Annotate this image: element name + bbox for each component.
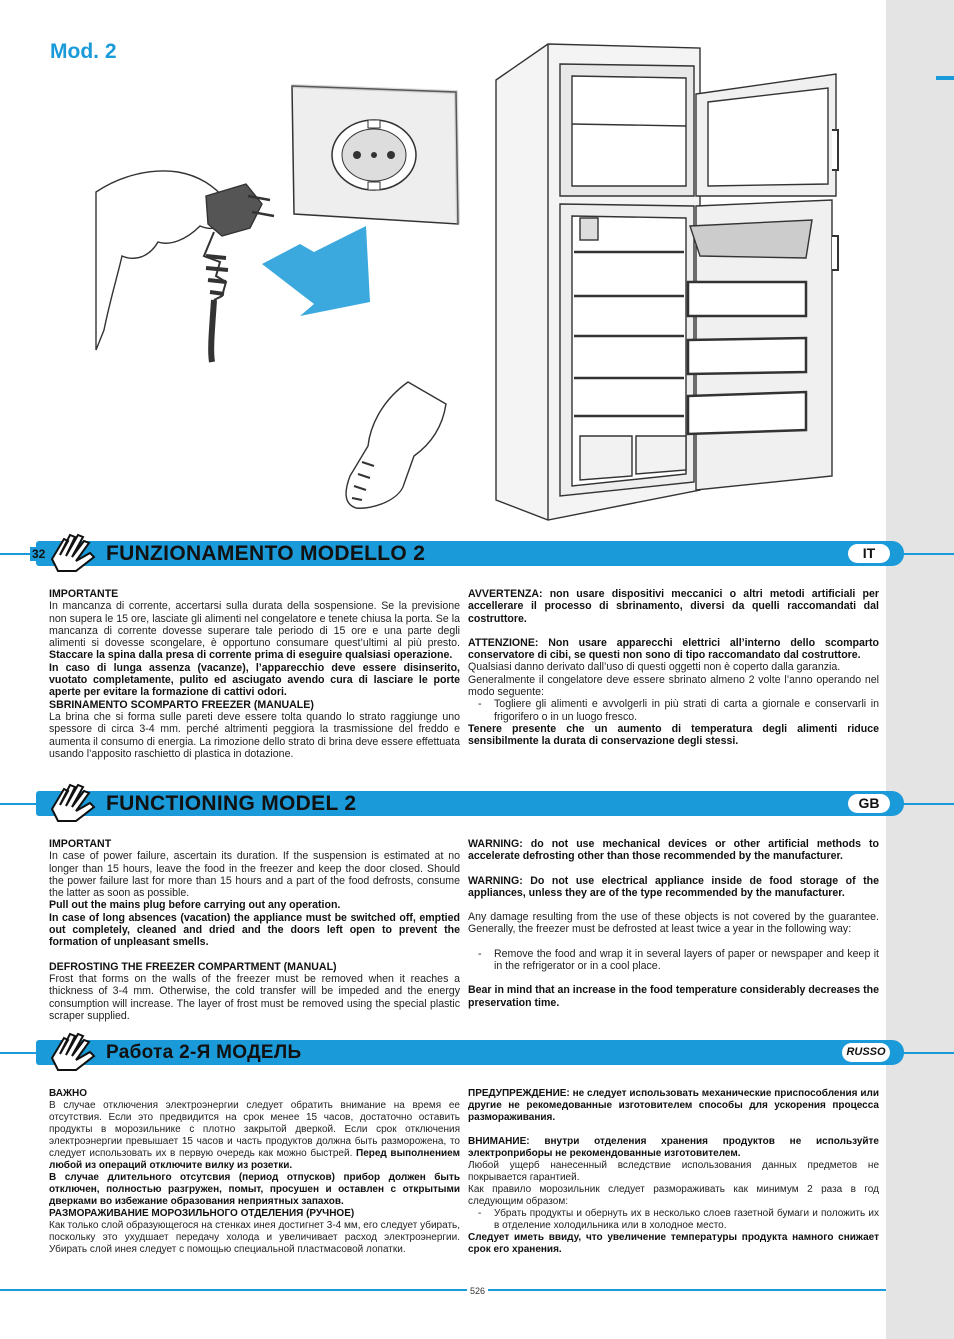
right-margin-band — [886, 0, 954, 1339]
hand-icon — [46, 529, 102, 573]
fridge-illustration — [496, 44, 838, 520]
ru-right-column — [468, 1088, 879, 1256]
paragraph: WARNING: do not use mechanical devices or other artificial methods to accelerate defrosting other than those recommended by the manufacturer. — [468, 838, 879, 863]
it-left-column — [49, 588, 460, 760]
paragraph: IMPORTANTE — [49, 588, 119, 600]
hand-with-plug-illustration — [96, 171, 274, 362]
illustration-area — [0, 0, 886, 530]
paragraph: Qualsiasi danno derivato dall’uso di questi oggetti non è coperto dalla garanzia. — [468, 661, 841, 674]
paragraph: Generalmente il congelatore deve essere sbrinato almeno 2 volte l’anno operando nel modo seguente: — [468, 673, 879, 699]
gb-right-column — [468, 838, 879, 1009]
paragraph: Frost that forms on the walls of the freezer must be removed when it reaches a thickness of 3-4 mm. Otherwise, the cold transfer will be impeded and the energy consumption will increase. The layer of frost must be removed using the special plastic scraper supplied. — [49, 972, 460, 1022]
it-right-column — [468, 588, 879, 748]
language-badge: IT — [848, 544, 890, 563]
paragraph: РАЗМОРАЖИВАНИЕ МОРОЗИЛЬНОГО ОТДЕЛЕНИЯ (РУЧНОЕ) — [49, 1208, 355, 1219]
paragraph: DEFROSTING THE FREEZER COMPARTMENT (MANUAL) — [49, 960, 337, 973]
footer-rule — [0, 1289, 886, 1291]
paragraph: AVVERTENZA: non usare dispositivi meccanici o altri metodi artificiali per accellerare il processo di sbrinamento, diversi da quelli raccomandati dal costruttore. — [468, 588, 879, 625]
plug-socket-illustration — [292, 86, 458, 224]
section-title: FUNZIONAMENTO MODELLO 2 — [106, 542, 426, 565]
section-header-gb — [36, 791, 904, 816]
paragraph: В случае длительного отсутсвия (период отпусков) прибор должен быть отключен, полностью разгружен, помыт, просушен и оставлен с открытыми дверками во избежание образования неприятных запахов. — [49, 1172, 460, 1207]
paragraph: ВАЖНО — [49, 1088, 87, 1099]
paragraph: Любой ущерб нанесенный вследствие использования данных предметов не покрывается гарантией. — [468, 1160, 879, 1183]
paragraph: ПРЕДУПРЕЖДЕНИЕ: не следует использовать механические приспособления или другие не рекомедованные изготовителем способы для ускорения процесса размораживания. — [468, 1088, 879, 1123]
paragraph: Pull out the mains plug before carrying out any operation. — [49, 899, 341, 912]
paragraph: Tenere presente che un aumento di temperatura degli alimenti riduce sensibilmente la durata di conservazione degli stessi. — [468, 722, 879, 748]
footer-page-number: 526 — [467, 1286, 488, 1296]
paragraph: В случае отключения электроэнергии следует обратить внимание на время ее отсутствия. Если это предвидится на срок менее 15 часов, достаточно оставить продукты в морозильнике с плотно закрытой дверкой. Если срок отключения электроэнергии превышает 15 часов и часть продуктов должна быть разморожена, то следует использовать их в первую очередь как можно быстрей. Перед выполнением любой из операций отключите вилку из розетки. — [49, 1100, 460, 1171]
paragraph: ВНИМАНИЕ: внутри отделения хранения продуктов не используйте электроприборы не рекомендованные изготовителем. — [468, 1136, 879, 1159]
list-item: - Togliere gli alimenti e avvolgerli in più strati di carta a giornale e conservarli in frigorifero o in un luogo fresco. — [494, 698, 879, 723]
hand-icon — [46, 1028, 102, 1072]
section-title: Работа 2-Я МОДЕЛЬ — [106, 1042, 302, 1063]
section-title: FUNCTIONING MODEL 2 — [106, 792, 357, 815]
pull-arrow-icon — [262, 226, 370, 316]
list-item: - Убрать продукты и обернуть их в несколько слоев газетной бумаги и положить их в отделение холодильника или в холодное место. — [494, 1208, 879, 1232]
list-item: - Remove the food and wrap it in several layers of paper or newspaper and keep it in the refrigerator or in a cool place. — [494, 948, 879, 973]
language-badge: GB — [848, 794, 890, 813]
language-badge: RUSSO — [842, 1043, 890, 1062]
paragraph: Как только слой образующегося на стенках инея достигнет 3-4 мм, его следует убирать, поскольку это ухудшает передачу холода и увеличивает расход электроэнергии. Убирать слой инея следует с помощью специальной пластмасовой лопатки. — [49, 1220, 461, 1255]
section-header-it — [32, 541, 904, 566]
paragraph: Как правило морозильник следует размораживать как минимум 2 раза в год следующим образом: — [468, 1184, 879, 1207]
margin-tab-marker — [936, 76, 954, 80]
scraper-illustration — [346, 382, 446, 508]
paragraph: ATTENZIONE: Non usare apparecchi elettrici all’interno dello scomparto conservatore di cibi, se questi non sono di tipo raccomandato dal costruttore. — [468, 636, 879, 662]
paragraph: In caso di lunga assenza (vacanze), l’apparecchio deve essere disinserito, vuotato completamente, pulito ed asciugato avendo cura di lasciare le porte aperte per evitare la formazione di cattivi odori. — [49, 661, 460, 699]
paragraph: In mancanza di corrente, accertarsi sulla durata della sospensione. Se la previsione non supera le 15 ore, lasciate gli alimenti nel congelatore e tenete chiusa la porta. Se la mancanza di corrente dovesse superare tale periodo di 15 ore e una parte degli alimenti si dovesse scongelare, è opportuno consumare quest’ultimi al più presto. Staccare la spina dalla presa di corrente prima di eseguire qualsiasi operazione. — [49, 600, 460, 662]
paragraph: WARNING: Do not use electrical appliance inside de food storage of the appliances, unless they are of the type recommended by the manufacturer. — [468, 874, 879, 899]
ru-left-column — [49, 1088, 460, 1256]
paragraph: La brina che si forma sulle pareti deve essere tolta quando lo strato raggiunge uno spessore di circa 3-4 mm. perché altrimenti peggiora la trasmissione del freddo e aumenta il consumo di energia. La rimozione dello strato di brina deve essere effettuata usando l’apposito raschietto di plastica in dotazione. — [49, 710, 460, 760]
page-title: Mod. 2 — [50, 40, 117, 63]
paragraph: In case of power failure, ascertain its duration. If the suspension is estimated at no longer than 15 hours, leave the food in the freezer and keep the door closed. Should the power failure last for more than 15 hours and a part of the food defrosts, consume the latter as soon as possible. — [49, 850, 460, 900]
paragraph: SBRINAMENTO SCOMPARTO FREEZER (MANUALE) — [49, 698, 314, 711]
page-number: 32 — [32, 547, 46, 561]
gb-left-column — [49, 838, 460, 1022]
paragraph: Bear in mind that an increase in the food temperature considerably decreases the preservation time. — [468, 984, 879, 1009]
paragraph: Следует иметь ввиду, что увеличение температуры продукта намного снижает срок его хранения. — [468, 1232, 879, 1255]
paragraph: In case of long absences (vacation) the appliance must be switched off, emptied out completely, cleaned and dried and the doors left open to prevent the formation of unpleasant smells. — [49, 911, 460, 949]
section-header-ru — [36, 1040, 904, 1065]
paragraph: IMPORTANT — [49, 838, 112, 850]
paragraph: Any damage resulting from the use of these objects is not covered by the guarantee. Generally, the freezer must be defrosted at least twice a year in the following way: — [468, 911, 879, 936]
hand-icon — [46, 779, 102, 823]
